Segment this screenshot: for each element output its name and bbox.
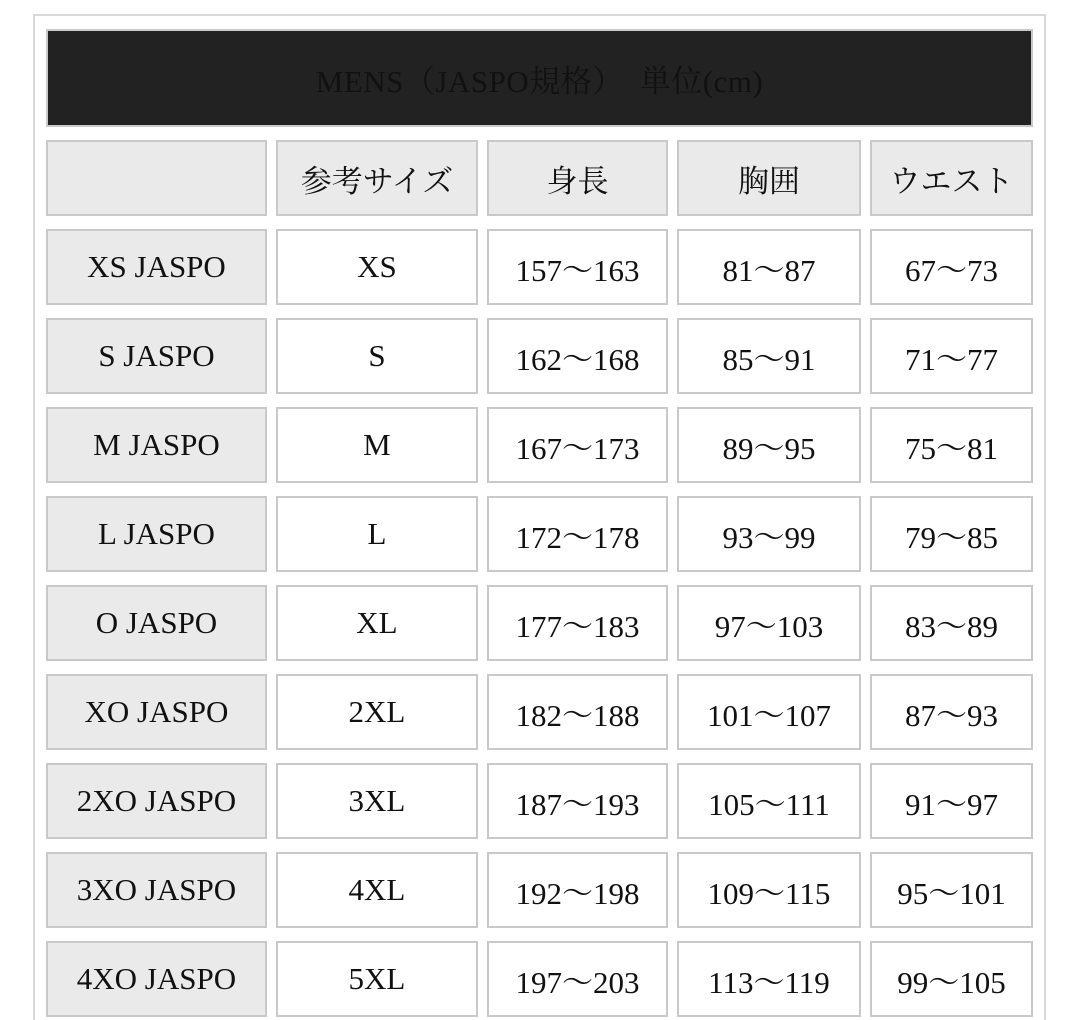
table-row-m <box>46 407 1033 483</box>
cell-height: 162〜168 <box>487 318 668 394</box>
cell-chest: 97〜103 <box>677 585 861 661</box>
cell-chest: 85〜91 <box>677 318 861 394</box>
row-label: XO JASPO <box>46 674 267 750</box>
row-label: S JASPO <box>46 318 267 394</box>
cell-waist: 67〜73 <box>870 229 1033 305</box>
cell-waist: 71〜77 <box>870 318 1033 394</box>
row-label: XS JASPO <box>46 229 267 305</box>
cell-waist: 95〜101 <box>870 852 1033 928</box>
cell-size: 5XL <box>276 941 478 1017</box>
cell-height: 192〜198 <box>487 852 668 928</box>
cell-size: 3XL <box>276 763 478 839</box>
cell-size: XS <box>276 229 478 305</box>
cell-size: M <box>276 407 478 483</box>
cell-size: S <box>276 318 478 394</box>
cell-size: 4XL <box>276 852 478 928</box>
column-header-chest: 胸囲 <box>677 140 861 216</box>
cell-size: 2XL <box>276 674 478 750</box>
cell-height: 177〜183 <box>487 585 668 661</box>
column-header-height: 身長 <box>487 140 668 216</box>
cell-height: 157〜163 <box>487 229 668 305</box>
table-row-xo <box>46 674 1033 750</box>
row-label: 4XO JASPO <box>46 941 267 1017</box>
column-header-row <box>46 140 1033 216</box>
cell-height: 172〜178 <box>487 496 668 572</box>
cell-chest: 81〜87 <box>677 229 861 305</box>
cell-waist: 87〜93 <box>870 674 1033 750</box>
column-header-waist: ウエスト <box>870 140 1033 216</box>
table-row-l <box>46 496 1033 572</box>
cell-waist: 91〜97 <box>870 763 1033 839</box>
table-row-3xo <box>46 852 1033 928</box>
column-header-blank <box>46 140 267 216</box>
title-row <box>46 29 1033 127</box>
size-chart-wrapper <box>33 14 1046 1020</box>
cell-chest: 113〜119 <box>677 941 861 1017</box>
cell-waist: 83〜89 <box>870 585 1033 661</box>
table-row-xs <box>46 229 1033 305</box>
cell-waist: 79〜85 <box>870 496 1033 572</box>
cell-size: L <box>276 496 478 572</box>
cell-height: 182〜188 <box>487 674 668 750</box>
cell-chest: 109〜115 <box>677 852 861 928</box>
cell-height: 197〜203 <box>487 941 668 1017</box>
cell-chest: 89〜95 <box>677 407 861 483</box>
table-title: MENS（JASPO規格） 単位(cm) <box>46 29 1033 127</box>
row-label: O JASPO <box>46 585 267 661</box>
row-label: L JASPO <box>46 496 267 572</box>
cell-chest: 93〜99 <box>677 496 861 572</box>
table-row-2xo <box>46 763 1033 839</box>
cell-waist: 99〜105 <box>870 941 1033 1017</box>
column-header-reference-size: 参考サイズ <box>276 140 478 216</box>
row-label: 3XO JASPO <box>46 852 267 928</box>
cell-height: 187〜193 <box>487 763 668 839</box>
table-row-4xo <box>46 941 1033 1017</box>
cell-waist: 75〜81 <box>870 407 1033 483</box>
row-label: 2XO JASPO <box>46 763 267 839</box>
table-row-o <box>46 585 1033 661</box>
cell-size: XL <box>276 585 478 661</box>
cell-chest: 105〜111 <box>677 763 861 839</box>
size-chart-table <box>37 16 1042 1020</box>
cell-chest: 101〜107 <box>677 674 861 750</box>
row-label: M JASPO <box>46 407 267 483</box>
cell-height: 167〜173 <box>487 407 668 483</box>
table-row-s <box>46 318 1033 394</box>
